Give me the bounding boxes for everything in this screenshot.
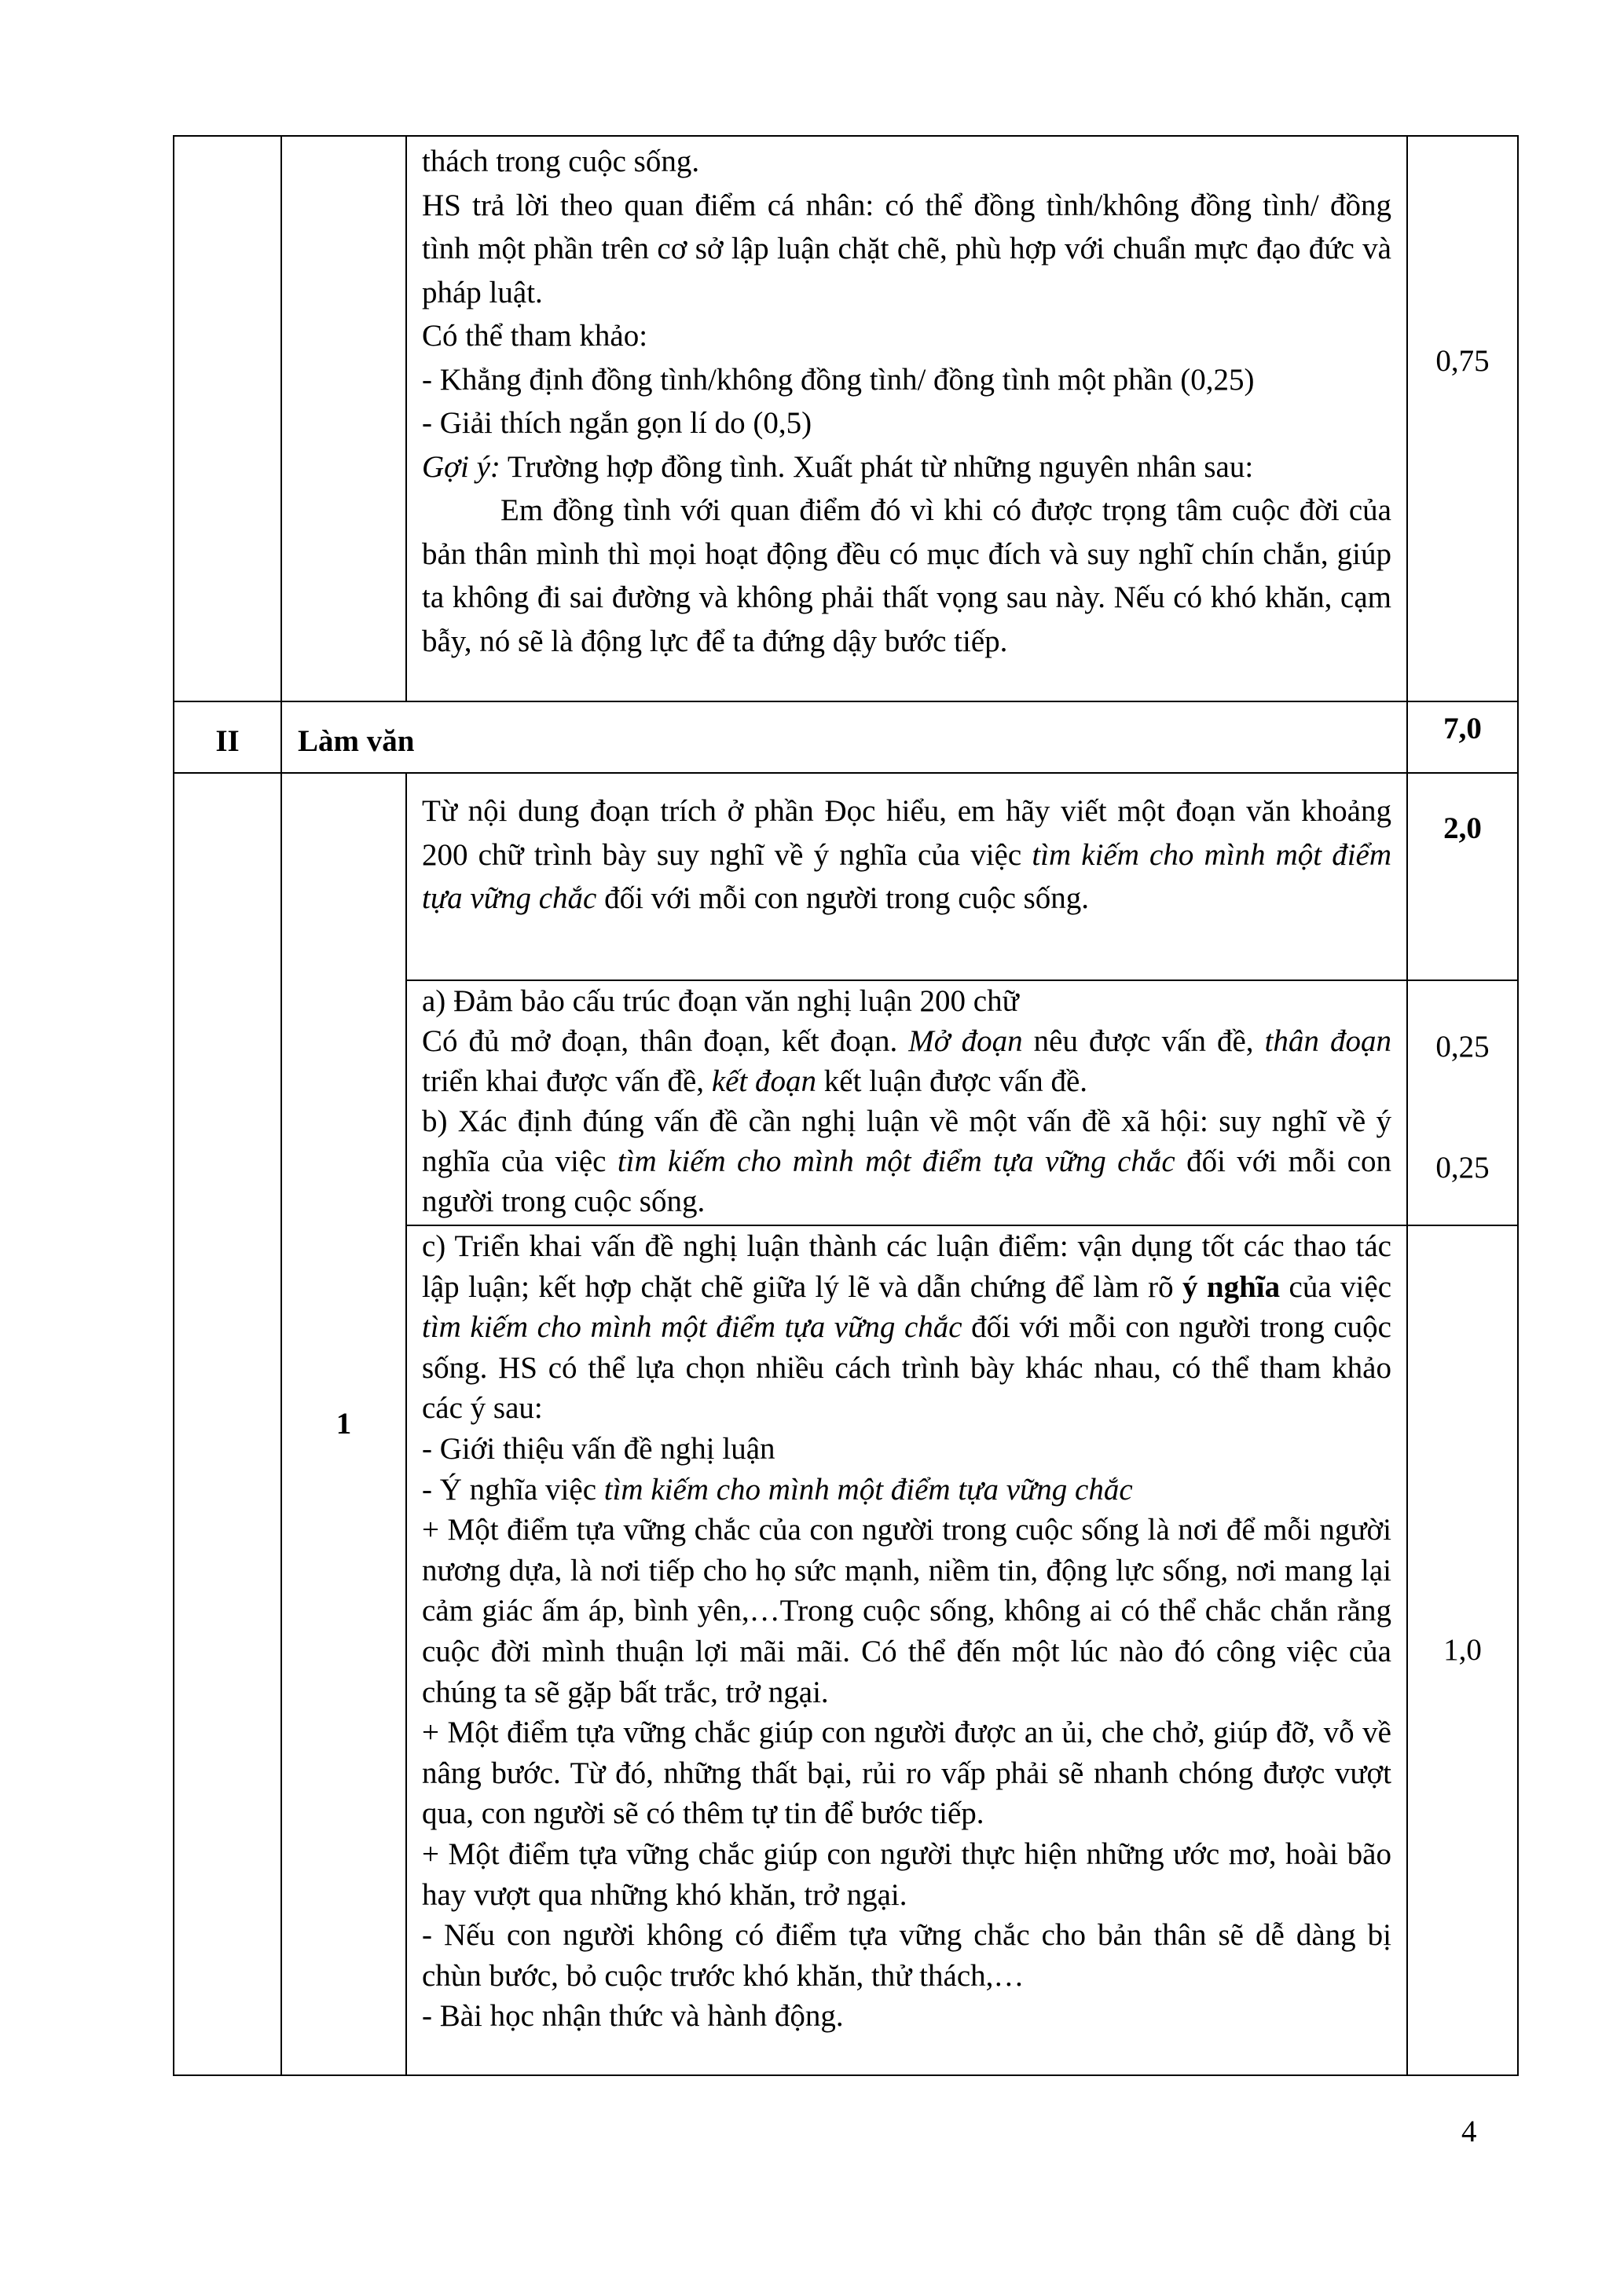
criterion-c-score-cell xyxy=(1407,1225,1518,2075)
prompt-score-cell xyxy=(1407,773,1518,980)
list-item: + Một điểm tựa vững chắc giúp con người thực hiện những ước mơ, hoài bão hay vượt qua những khó khăn, trở ngại. xyxy=(422,1836,1391,1912)
criterion-a-score: 0,25 xyxy=(1435,1030,1490,1064)
criterion-b-score: 0,25 xyxy=(1435,1150,1490,1185)
score-value: 0,75 xyxy=(1435,344,1490,378)
text-line: HS trả lời theo quan điểm cá nhân: có thể đồng tình/không đồng tình/ đồng tình một phần trên cơ sở lập luận chặt chẽ, phù hợp với chuẩn mực đạo đức và pháp luật. xyxy=(422,188,1391,309)
question-number-cell xyxy=(281,773,406,2075)
sample-paragraph: Em đồng tình với quan điểm đó vì khi có được trọng tâm cuộc đời của bản thân mình thì mọi hoạt động đều có mục đích và suy nghĩ chín chắn, giúp ta không đi sai đường và không phải thất vọng sau này. Nếu có khó khăn, cạm bẫy, nó sẽ là động lực để ta đứng dậy bước tiếp. xyxy=(422,493,1391,658)
question-prompt-cell xyxy=(406,773,1407,980)
suggestion-text: Trường hợp đồng tình. Xuất phát từ những nguyên nhân sau: xyxy=(500,449,1254,484)
section-number: II xyxy=(215,724,240,758)
text-line: Có thể tham khảo: xyxy=(422,319,648,353)
list-item: - Ý nghĩa việc tìm kiếm cho mình một điểm tựa vững chắc xyxy=(422,1472,1133,1507)
criteria-ab-cell xyxy=(406,980,1407,1225)
cell-empty-2 xyxy=(281,136,406,701)
cell-score xyxy=(1407,136,1518,701)
table-row-question-prompt xyxy=(174,773,1518,980)
criterion-c-cell xyxy=(406,1225,1407,2075)
section-number-cell xyxy=(174,701,281,773)
criteria-ab-score-cell xyxy=(1407,980,1518,1225)
question-number: 1 xyxy=(335,1407,352,1441)
grading-table xyxy=(173,135,1519,2076)
cell-empty-1 xyxy=(174,136,281,701)
section-score-cell xyxy=(1407,701,1518,773)
text-line: - Giải thích ngắn gọn lí do (0,5) xyxy=(422,406,812,440)
table-row-section-header xyxy=(174,701,1518,773)
criterion-a-detail: Có đủ mở đoạn, thân đoạn, kết đoạn. Mở đoạn nêu được vấn đề, thân đoạn triển khai được vấn đề, kết đoạn kết luận được vấn đề. xyxy=(422,1024,1391,1098)
table-row-continuation xyxy=(174,136,1518,701)
list-item: - Bài học nhận thức và hành động. xyxy=(422,1999,844,2034)
list-item: - Giới thiệu vấn đề nghị luận xyxy=(422,1431,775,1466)
text-line: - Khẳng định đồng tình/không đồng tình/ đồng tình một phần (0,25) xyxy=(422,362,1255,397)
criterion-b: b) Xác định đúng vấn đề cần nghị luận về một vấn đề xã hội: suy nghĩ về ý nghĩa của việc tìm kiếm cho mình một điểm tựa vững chắc đối với mỗi con người trong cuộc sống. xyxy=(422,1104,1391,1218)
section-score: 7,0 xyxy=(1443,712,1482,745)
list-item: + Một điểm tựa vững chắc của con người trong cuộc sống là nơi để mỗi người nương dựa, là nơi tiếp cho họ sức mạnh, niềm tin, động lực sống, nơi mang lại cảm giác ấm áp, bình yên,…Trong cuộc sống, không ai có thể chắc chắn rằng cuộc đời mình thuận lợi mãi mãi. Có thể đến một lúc nào đó công việc của chúng ta sẽ gặp bất trắc, trở ngại. xyxy=(422,1513,1391,1709)
suggestion-line xyxy=(422,445,1391,489)
text-line: thách trong cuộc sống. xyxy=(422,145,700,178)
prompt-score: 2,0 xyxy=(1443,811,1482,845)
question-prompt: Từ nội dung đoạn trích ở phần Đọc hiểu, em hãy viết một đoạn văn khoảng 200 chữ trình bày suy nghĩ về ý nghĩa của việc tìm kiếm cho mình một điểm tựa vững chắc đối với mỗi con người trong cuộc sống. xyxy=(422,794,1391,915)
section-title: Làm văn xyxy=(298,724,415,758)
section-title-cell xyxy=(281,701,1407,773)
suggestion-label: Gợi ý: xyxy=(422,449,500,484)
list-item: + Một điểm tựa vững chắc giúp con người được an ủi, che chở, giúp đỡ, vỗ về nâng bước. Từ đó, những thất bại, rủi ro vấp phải sẽ nhanh chóng được vượt qua, con người sẽ có thêm tự tin để bước tiếp. xyxy=(422,1716,1391,1831)
criterion-a-title: a) Đảm bảo cấu trúc đoạn văn nghị luận 200 chữ xyxy=(422,984,1019,1018)
list-item: - Nếu con người không có điểm tựa vững chắc cho bản thân sẽ dễ dàng bị chùn bước, bỏ cuộc trước khó khăn, thử thách,… xyxy=(422,1918,1391,1993)
cell-empty-section xyxy=(174,773,281,2075)
cell-answer-content xyxy=(406,136,1407,701)
page-number: 4 xyxy=(1461,2115,1477,2148)
criterion-c-score: 1,0 xyxy=(1443,1633,1482,1668)
criterion-c-intro: c) Triển khai vấn đề nghị luận thành các luận điểm: vận dụng tốt các thao tác lập luận; kết hợp chặt chẽ giữa lý lẽ và dẫn chứng để làm rõ ý nghĩa của việc tìm kiếm cho mình một điểm tựa vững chắc đối với mỗi con người trong cuộc sống. HS có thể lựa chọn nhiều cách trình bày khác nhau, có thể tham khảo các ý sau: xyxy=(422,1229,1392,1426)
